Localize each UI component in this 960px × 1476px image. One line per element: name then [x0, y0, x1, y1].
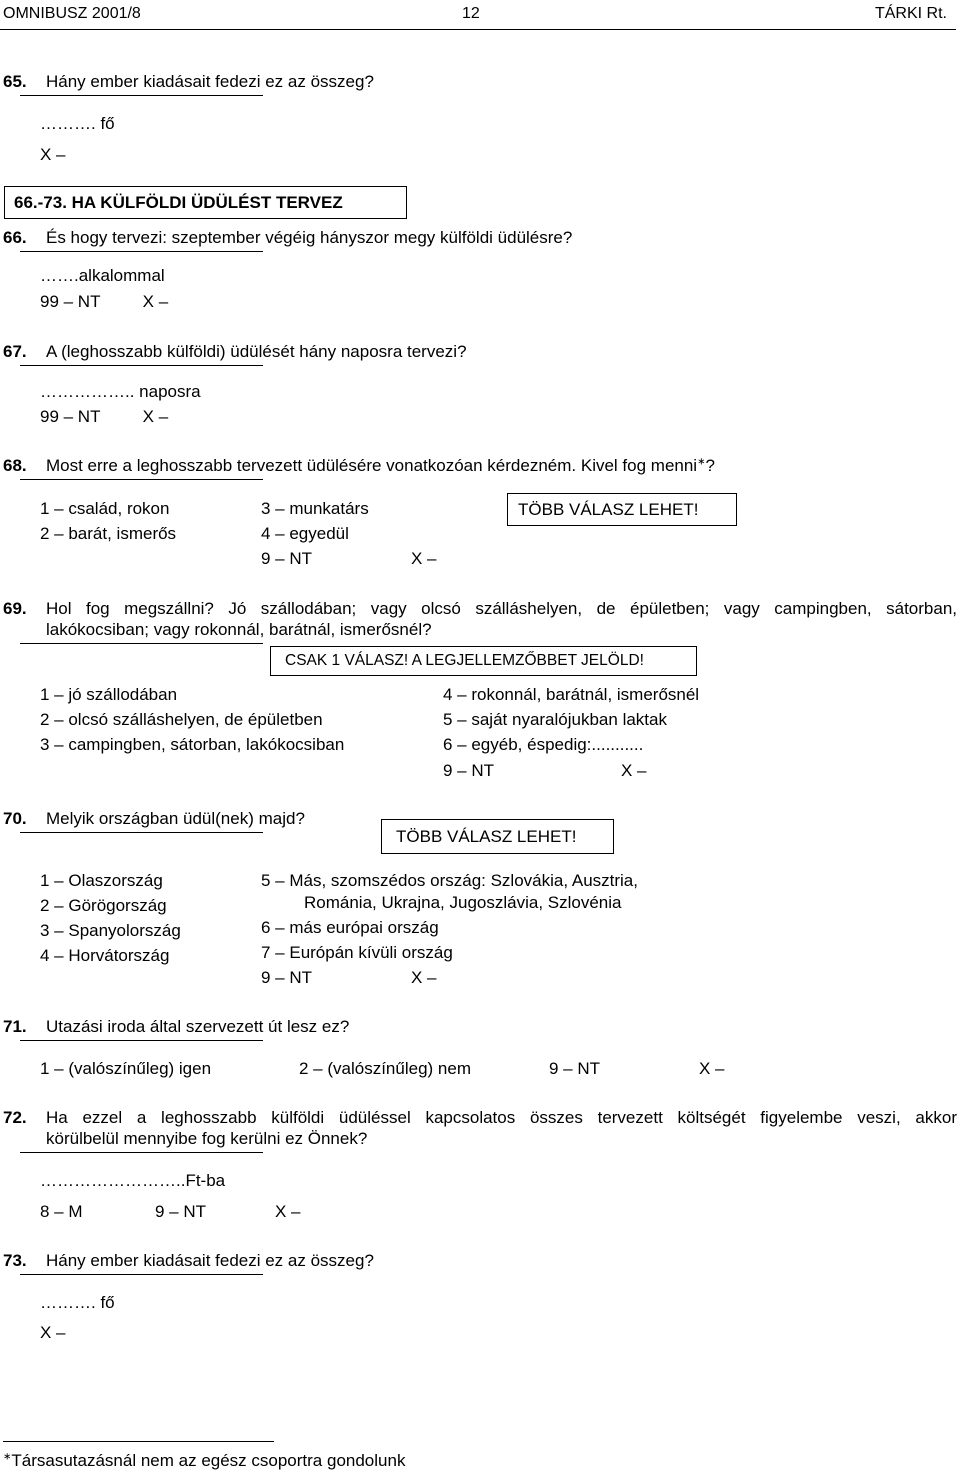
q67-codes[interactable]: 99 – NT X –	[40, 407, 169, 426]
q68-option[interactable]: X –	[411, 549, 437, 568]
q70-option[interactable]: 3 – Spanyolország	[40, 921, 181, 940]
q65-text: Hány ember kiadásait fedezi ez az összeg?	[46, 72, 374, 91]
q68-option[interactable]: 9 – NT	[261, 549, 313, 568]
q73-number: 73.	[3, 1251, 27, 1270]
q68-option[interactable]: 1 – család, rokon	[40, 499, 170, 518]
q69-option[interactable]: 4 – rokonnál, barátnál, ismerősnél	[443, 685, 700, 704]
q68-option[interactable]: 3 – munkatárs	[261, 499, 369, 518]
footnote-marker: ∗	[697, 456, 706, 468]
q68-option[interactable]: 4 – egyedül	[261, 524, 349, 543]
q65-answer[interactable]: ………. fő	[40, 114, 115, 133]
q73-text: Hány ember kiadásait fedezi ez az összeg?	[46, 1251, 374, 1270]
q70-text: Melyik országban üdül(nek) majd?	[46, 809, 305, 828]
q65-number: 65.	[3, 72, 27, 91]
q73-rule	[20, 1274, 263, 1275]
q67-rule	[20, 365, 263, 366]
q71-rule	[20, 1040, 263, 1041]
q69-text-line1: Hol fog megszállni? Jó szállodában; vagy olcsó szálláshelyen, de épületben; vagy campingben, sátorban,	[46, 599, 957, 618]
q69-option[interactable]: 1 – jó szállodában	[40, 685, 178, 704]
q69-rule	[20, 643, 263, 644]
page-number: 12	[462, 5, 480, 22]
q68-note: TÖBB VÁLASZ LEHET!	[518, 500, 699, 519]
q71-text: Utazási iroda által szervezett út lesz ez?	[46, 1017, 350, 1036]
q66-number: 66.	[3, 228, 27, 247]
q70-note: TÖBB VÁLASZ LEHET!	[396, 827, 577, 846]
q69-option[interactable]: 3 – campingben, sátorban, lakókocsiban	[40, 735, 345, 754]
q71-option[interactable]: X –	[699, 1059, 725, 1078]
q70-option[interactable]: X –	[411, 968, 437, 987]
q68-text: Most erre a leghosszabb tervezett üdülésére vonatkozóan kérdezném. Kivel fog menni∗?	[46, 456, 715, 475]
footnote-text: Társasutazásnál nem az egész csoportra gondolunk	[11, 1451, 406, 1470]
q70-option[interactable]: 7 – Európán kívüli ország	[261, 943, 453, 962]
q70-option[interactable]: 4 – Horvátország	[40, 946, 170, 965]
q65-rule	[20, 95, 263, 96]
q72-answer[interactable]: ……………………..Ft-ba	[40, 1171, 226, 1190]
q69-number: 69.	[3, 599, 27, 618]
footnote	[3, 1451, 405, 1471]
q70-option[interactable]: 5 – Más, szomszédos ország: Szlovákia, Ausztria,	[261, 871, 638, 890]
q72-code[interactable]: 9 – NT	[155, 1202, 207, 1221]
footnote-rule	[3, 1441, 274, 1442]
q67-text: A (leghosszabb külföldi) üdülését hány naposra tervezi?	[46, 342, 467, 361]
q73-x-code[interactable]: X –	[40, 1323, 66, 1342]
q69-option[interactable]: 9 – NT	[443, 761, 495, 780]
q70-option[interactable]: 2 – Görögország	[40, 896, 167, 915]
q66-rule	[20, 251, 263, 252]
q67-answer[interactable]: …………….. naposra	[40, 382, 201, 401]
section-title: 66.-73. HA KÜLFÖLDI ÜDÜLÉST TERVEZ	[14, 193, 343, 212]
footnote-mark: ∗	[3, 1451, 12, 1463]
header-left: OMNIBUSZ 2001/8	[3, 5, 141, 22]
q70-option[interactable]: 1 – Olaszország	[40, 871, 163, 890]
q66-text: És hogy tervezi: szeptember végéig hányszor megy külföldi üdülésre?	[46, 228, 573, 247]
q71-option[interactable]: 9 – NT	[549, 1059, 601, 1078]
q72-text-line1: Ha ezzel a leghosszabb külföldi üdüléssel kapcsolatos összes tervezett költségét figyelembe veszi, akkor	[46, 1108, 957, 1127]
header-rule	[0, 29, 956, 30]
q70-option[interactable]: 9 – NT	[261, 968, 313, 987]
q72-code[interactable]: 8 – M	[40, 1202, 83, 1221]
q65-x-code[interactable]: X –	[40, 145, 66, 164]
q69-option[interactable]: X –	[621, 761, 647, 780]
q70-number: 70.	[3, 809, 27, 828]
q73-answer[interactable]: ………. fő	[40, 1293, 115, 1312]
q69-note: CSAK 1 VÁLASZ! A LEGJELLEMZŐBBET JELÖLD!	[285, 652, 644, 669]
q68-rule	[20, 479, 263, 480]
q66-codes[interactable]: 99 – NT X –	[40, 292, 169, 311]
q71-option[interactable]: 1 – (valószínűleg) igen	[40, 1059, 212, 1078]
q69-text-line2: lakókocsiban; vagy rokonnál, barátnál, ismerősnél?	[46, 620, 432, 639]
q67-number: 67.	[3, 342, 27, 361]
q72-number: 72.	[3, 1108, 27, 1127]
q68-option[interactable]: 2 – barát, ismerős	[40, 524, 177, 543]
q72-text-line2: körülbelül mennyibe fog kerülni ez Önnek?	[46, 1129, 368, 1148]
q71-option[interactable]: 2 – (valószínűleg) nem	[299, 1059, 471, 1078]
q72-code[interactable]: X –	[275, 1202, 301, 1221]
q69-option[interactable]: 5 – saját nyaralójukban laktak	[443, 710, 667, 729]
header-right: TÁRKI Rt.	[874, 5, 947, 22]
q69-option[interactable]: 6 – egyéb, éspedig:...........	[443, 735, 644, 754]
q66-answer[interactable]: …….alkalommal	[40, 266, 165, 285]
q70-option-continuation: Románia, Ukrajna, Jugoszlávia, Szlovénia	[304, 893, 622, 912]
q70-rule	[20, 832, 263, 833]
q70-option[interactable]: 6 – más európai ország	[261, 918, 439, 937]
q69-option[interactable]: 2 – olcsó szálláshelyen, de épületben	[40, 710, 323, 729]
q71-number: 71.	[3, 1017, 27, 1036]
q68-number: 68.	[3, 456, 27, 475]
q72-rule	[20, 1152, 263, 1153]
